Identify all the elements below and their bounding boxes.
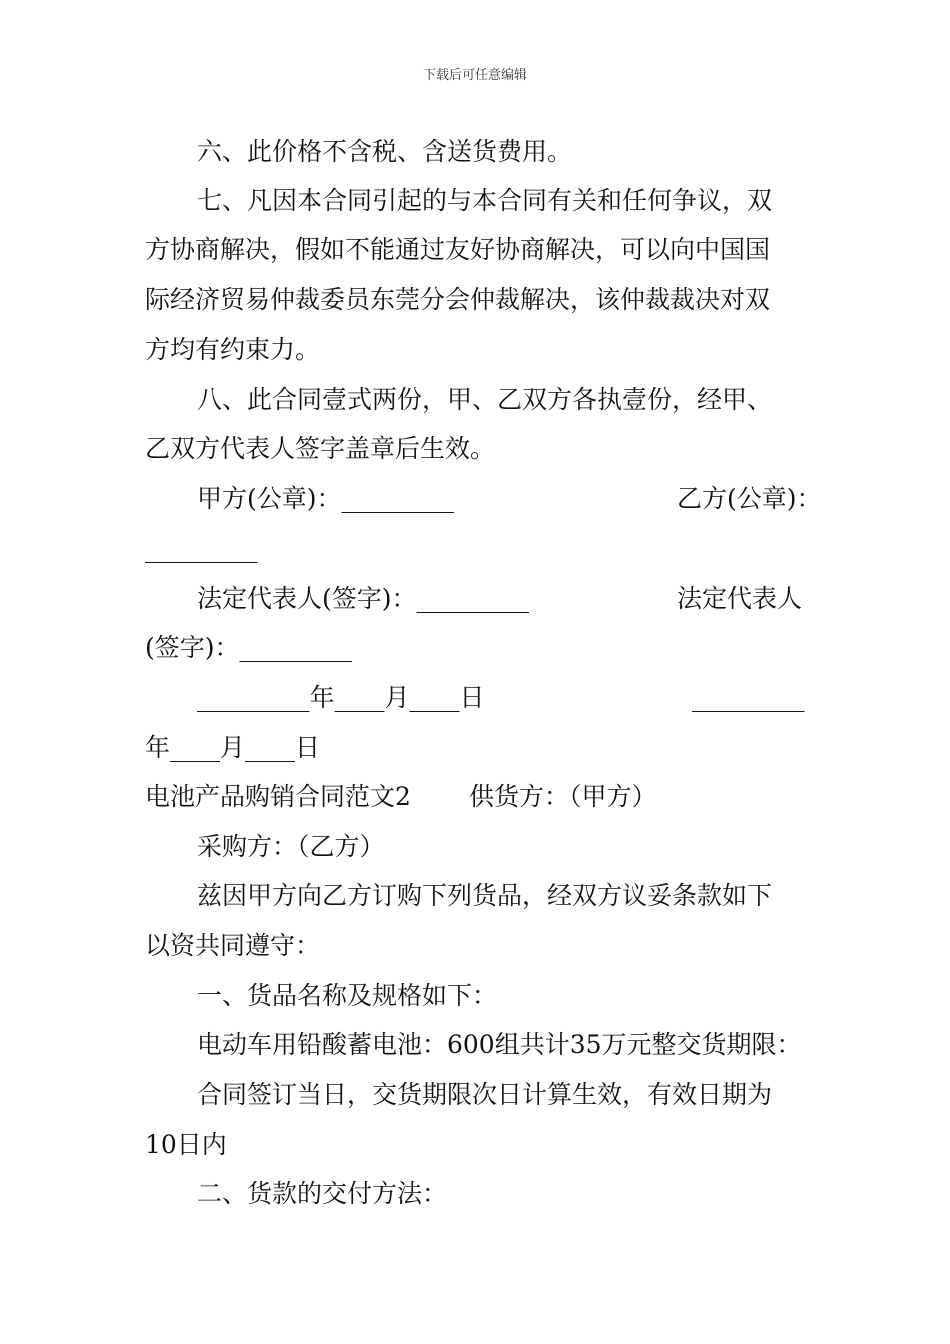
- clause-6: 六、此价格不含税、含送货费用。: [197, 137, 573, 166]
- goods-spec-line: 电动车用铅酸蓄电池：600组共计35万元整交货期限：: [197, 1030, 802, 1059]
- party-b-seal-label: 乙方(公章)：: [677, 484, 822, 513]
- clause-7-line-4: 方均有约束力。: [145, 335, 321, 364]
- party-b-seal-blank: _________: [145, 534, 258, 563]
- party-b-date-field: 年____月____日: [145, 733, 321, 762]
- clause-8-line-2: 乙双方代表人签字盖章后生效。: [145, 434, 496, 463]
- preamble-line-2: 以资共同遵守：: [145, 931, 321, 960]
- document-2-title: 电池产品购销合同范文2: [145, 782, 411, 811]
- party-a-seal-field: 甲方(公章)：_________: [197, 484, 455, 513]
- clause-7-line-3: 际经济贸易仲裁委员东莞分会仲裁解决，该仲裁裁决对双: [145, 285, 771, 314]
- party-b-representative-blank: (签字)：_________: [145, 633, 353, 662]
- clause-8-line-1: 八、此合同壹式两份，甲、乙双方各执壹份，经甲、: [197, 385, 773, 414]
- clause-7-line-1: 七、凡因本合同引起的与本合同有关和任何争议，双: [197, 186, 773, 215]
- party-a-date-field: _________年____月____日: [197, 683, 485, 712]
- purchaser-label: 采购方：（乙方）: [197, 832, 385, 861]
- party-b-date-blank: _________: [692, 683, 805, 712]
- supplier-label: 供货方：（甲方）: [469, 782, 657, 811]
- clause-7-line-2: 方协商解决，假如不能通过友好协商解决，可以向中国国: [145, 235, 771, 264]
- party-b-representative-label: 法定代表人: [677, 584, 803, 613]
- delivery-term-line-1: 合同签订当日，交货期限次日计算生效，有效日期为: [197, 1080, 773, 1109]
- party-a-representative-field: 法定代表人(签字)：_________: [197, 584, 530, 613]
- page-header-note: 下载后可任意编辑: [422, 68, 527, 83]
- section-1-heading: 一、货品名称及规格如下：: [197, 981, 498, 1010]
- preamble-line-1: 兹因甲方向乙方订购下列货品，经双方议妥条款如下: [197, 881, 773, 910]
- delivery-term-line-2: 10日内: [145, 1130, 227, 1159]
- section-2-heading: 二、货款的交付方法：: [197, 1179, 448, 1208]
